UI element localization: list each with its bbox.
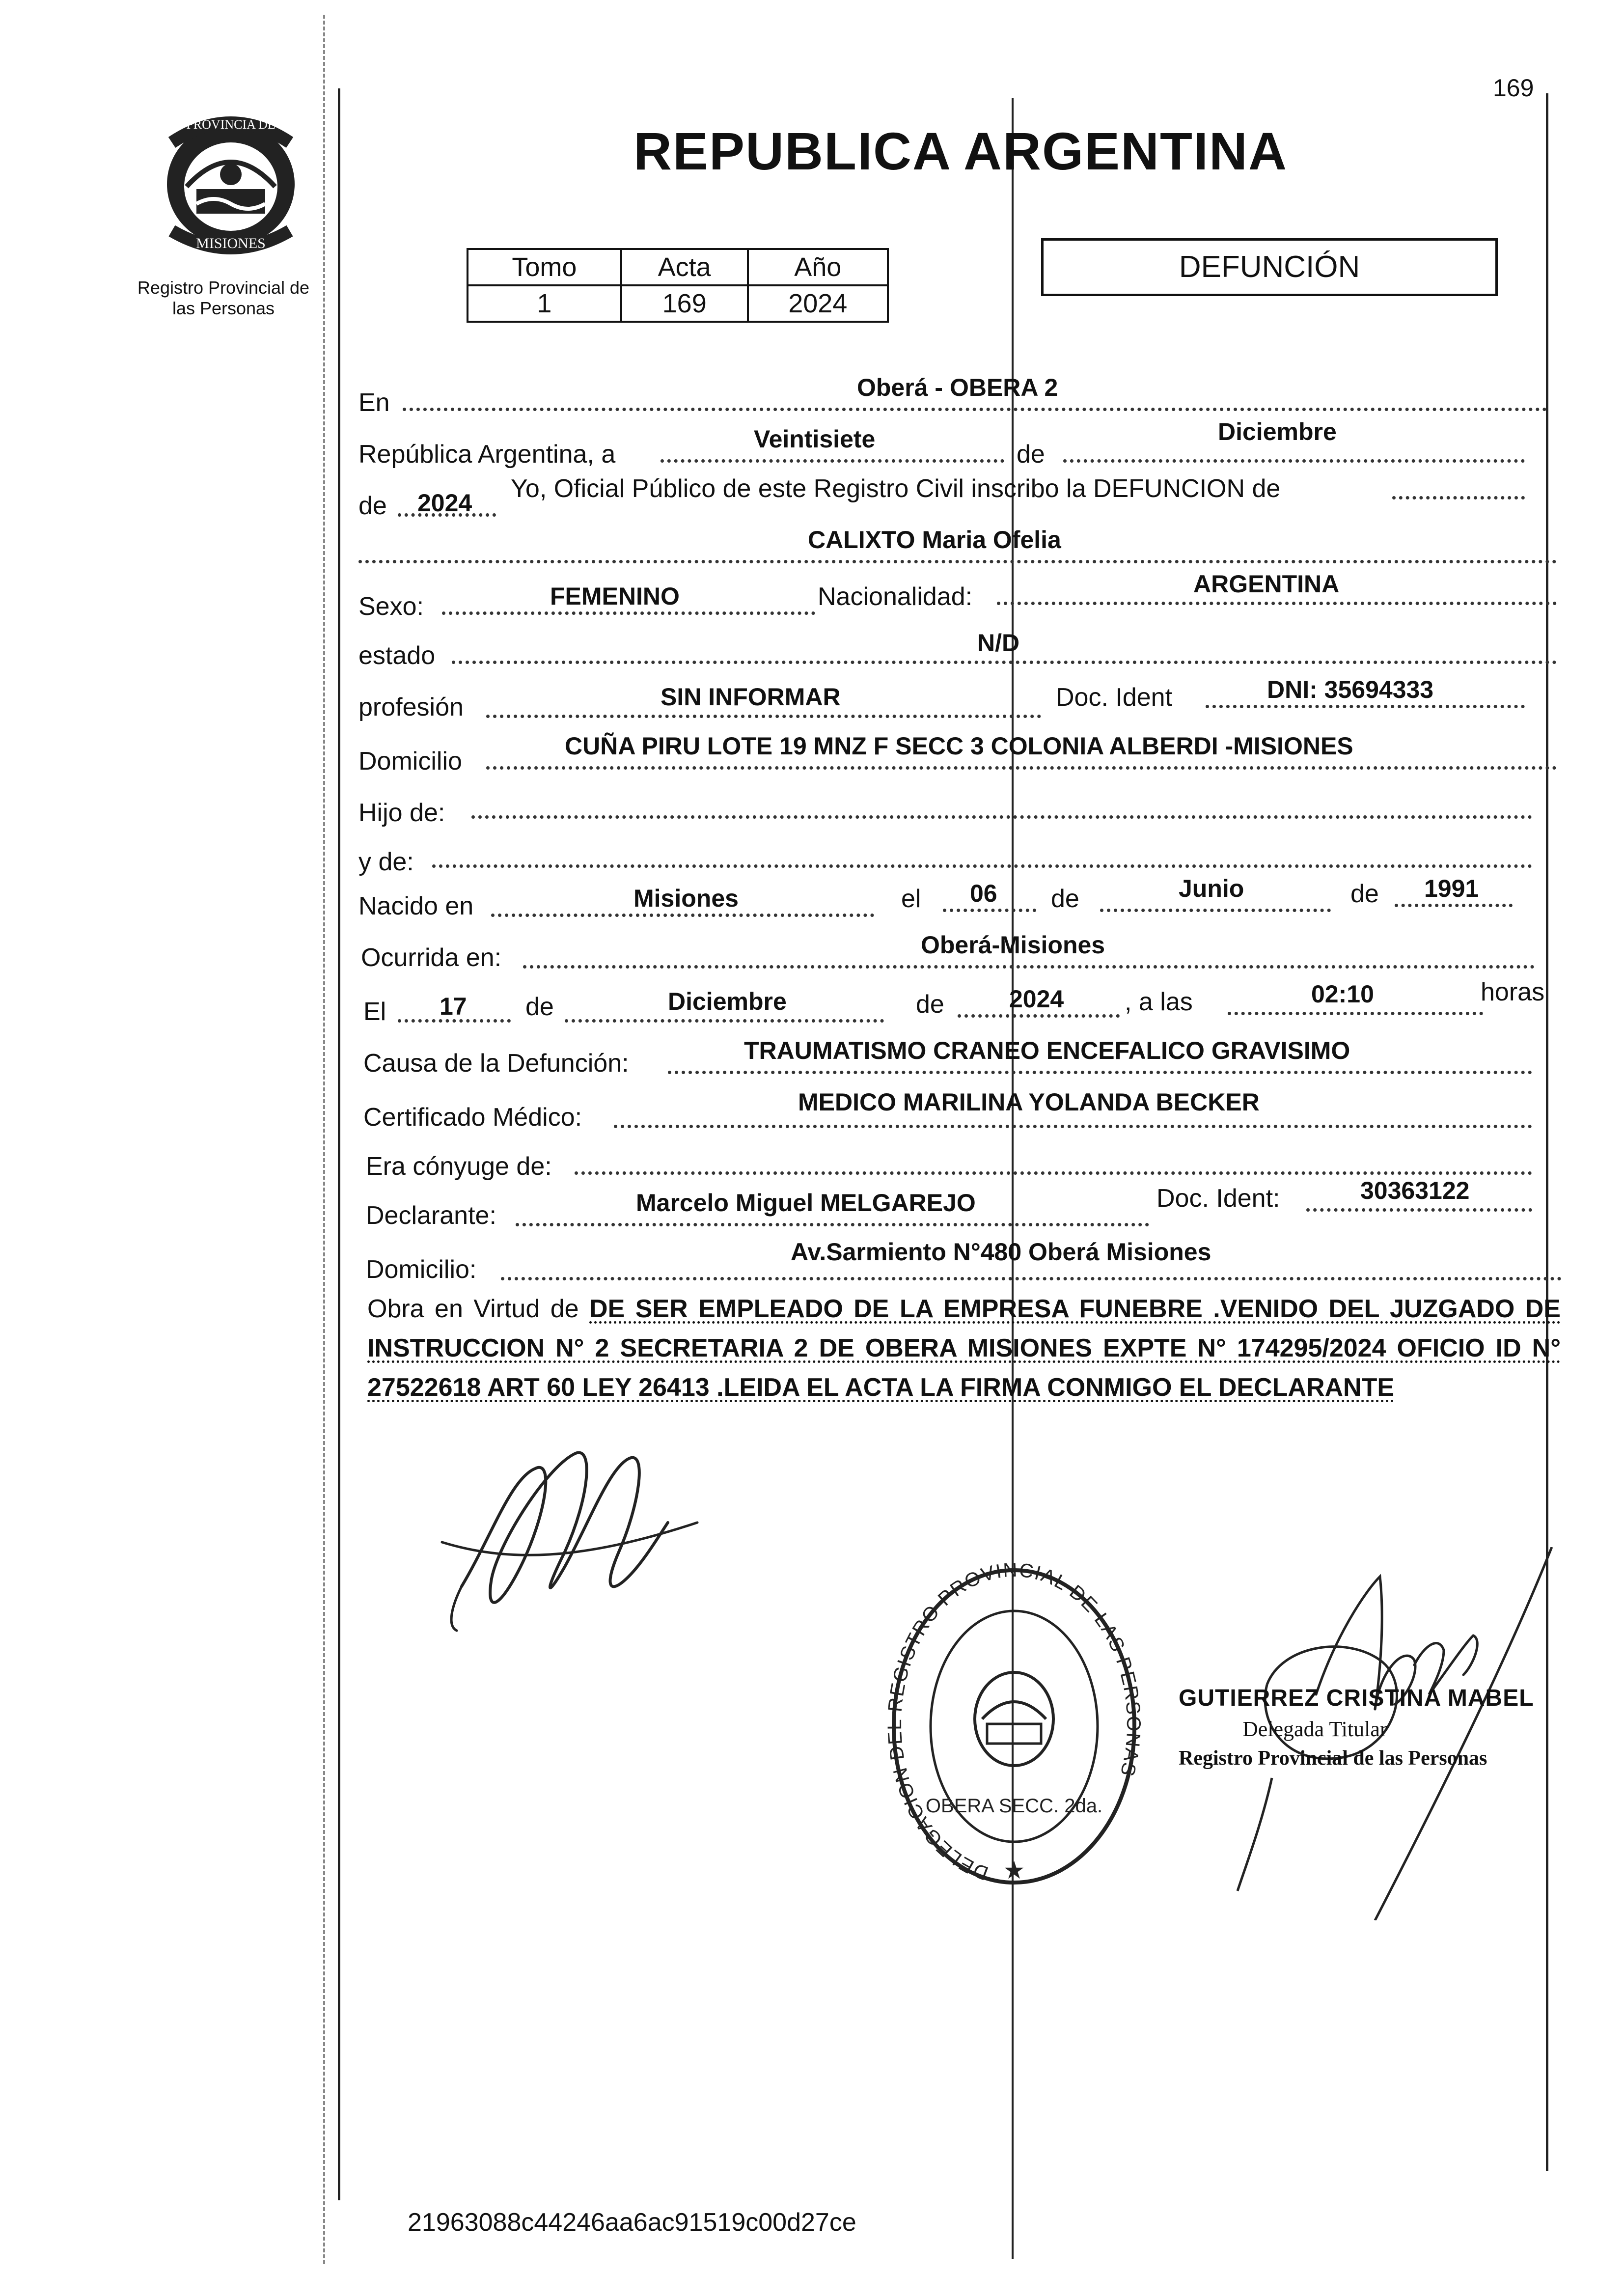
label-a-las: , a las [1125, 988, 1193, 1016]
record-header-tomo: Tomo [468, 249, 621, 285]
left-margin-line [338, 88, 340, 2200]
obra-en-virtud-paragraph [367, 1289, 1561, 1407]
stamp-ring-text: DELEGACION DEL REGISTRO PROVINCIAL DE LAS PERSONAS [884, 1559, 1144, 1885]
label-doc-ident-2: Doc. Ident: [1156, 1184, 1280, 1213]
line-causa [668, 1071, 1532, 1074]
line-doc-ident [1206, 705, 1525, 708]
label-domicilio-2: Domicilio: [366, 1255, 477, 1284]
label-declarante: Declarante: [366, 1201, 496, 1230]
label-en: En [358, 388, 390, 417]
registry-caption [125, 277, 322, 319]
officer-name: GUTIERREZ CRISTINA MABEL [1179, 1685, 1534, 1711]
label-hijo-de: Hijo de: [358, 799, 445, 827]
registry-caption-line2: las Personas [172, 298, 275, 318]
line-conyuge [575, 1171, 1532, 1175]
page-fold-line [1012, 98, 1014, 2259]
field-certificado: MEDICO MARILINA YOLANDA BECKER [798, 1088, 1260, 1116]
label-horas: horas [1481, 978, 1545, 1006]
line-domicilio [486, 766, 1557, 770]
line-nac-dia [943, 909, 1036, 912]
line-nac-anio [1395, 904, 1513, 907]
label-de-def-anio: de [916, 990, 944, 1019]
svg-text:DELEGACION DEL REGISTRO PROVIN [884, 1559, 1144, 1885]
field-hora: 02:10 [1311, 980, 1374, 1008]
field-def-anio: 2024 [1009, 985, 1064, 1013]
field-declarante-doc: 30363122 [1360, 1177, 1470, 1204]
field-dia-letras: Veintisiete [754, 425, 876, 453]
label-sexo: Sexo: [358, 592, 424, 621]
field-def-mes: Diciembre [668, 988, 787, 1015]
field-nacionalidad: ARGENTINA [1193, 570, 1340, 598]
record-table-values [468, 285, 888, 322]
registry-caption-line1: Registro Provincial de [137, 277, 310, 298]
field-nac-mes: Junio [1179, 875, 1244, 902]
label-certificado: Certificado Médico: [363, 1103, 582, 1132]
line-hora [1228, 1012, 1483, 1015]
line-profesion [486, 715, 1041, 718]
field-nac-anio: 1991 [1424, 875, 1479, 902]
document-hash: 21963088c44246aa6ac91519c00d27ce [408, 2208, 856, 2237]
record-value-acta: 169 [621, 285, 748, 322]
doc-type: DEFUNCIÓN [1179, 250, 1360, 284]
field-declarante: Marcelo Miguel MELGAREJO [636, 1189, 976, 1217]
line-declarante [516, 1223, 1149, 1226]
field-mes: Diciembre [1218, 418, 1337, 445]
star-icon: ★ [1003, 1857, 1025, 1884]
line-declarante-doc [1306, 1208, 1532, 1212]
field-nacido-en: Misiones [633, 885, 739, 912]
field-obra-texto: DE SER EMPLEADO DE LA EMPRESA FUNEBRE .VENIDO DEL JUZGADO DE INSTRUCCION N° 2 SECRETARIA 2 DE OBERA MISIONES EXPTE N° 174295/2024 OFICIO ID N° 27522618 ART 60 LEY 26413 .LEIDA EL ACTA LA FIRMA CONMIGO EL DECLARANTE [367, 1295, 1561, 1402]
label-inscribo: Yo, Oficial Público de este Registro Civil inscribo la DEFUNCION de [511, 474, 1281, 503]
officer-role: Delegada Titular [1242, 1717, 1387, 1741]
line-estado [452, 661, 1557, 664]
field-lugar: Oberá - OBERA 2 [857, 374, 1058, 401]
page-number: 169 [1493, 74, 1534, 102]
record-header-anio: Año [748, 249, 888, 285]
label-el: el [901, 885, 921, 913]
page-title: REPUBLICA ARGENTINA [633, 121, 1288, 181]
binding-dashes [323, 15, 325, 2264]
label-domicilio: Domicilio [358, 747, 462, 776]
record-table [467, 248, 889, 323]
label-profesion: profesión [358, 693, 464, 721]
emblem-top-text: PROVINCIA DE [186, 117, 275, 132]
line-y-de [432, 864, 1532, 868]
officer-block [1179, 1685, 1534, 1770]
label-conyuge: Era cónyuge de: [366, 1152, 552, 1181]
line-nombre [358, 560, 1557, 563]
field-sexo: FEMENINO [550, 582, 680, 610]
emblem-bottom-text: MISIONES [196, 235, 266, 251]
label-nacionalidad: Nacionalidad: [818, 582, 973, 611]
field-nac-dia: 06 [970, 880, 997, 907]
line-dia [661, 459, 1004, 463]
record-value-anio: 2024 [748, 285, 888, 322]
doc-type-box [1041, 238, 1498, 296]
label-obra: Obra en Virtud de [367, 1295, 579, 1323]
label-de-1: de [1017, 440, 1045, 469]
line-sexo [442, 611, 815, 615]
field-ocurrida-en: Oberá-Misiones [921, 931, 1105, 959]
field-doc-ident: DNI: 35694333 [1267, 676, 1434, 703]
label-ocurrida-en: Ocurrida en: [361, 943, 502, 972]
field-nombre: CALIXTO Maria Ofelia [808, 526, 1061, 554]
stamp-bottom-text: OBERA SECC. 2da. [925, 1795, 1103, 1817]
label-estado: estado [358, 641, 436, 670]
official-stamp [884, 1557, 1144, 1911]
line-certificado [614, 1125, 1532, 1128]
line-def-mes [565, 1019, 884, 1023]
label-nacido-en: Nacido en [358, 892, 474, 920]
label-de-def-mes: de [525, 993, 554, 1021]
registry-emblem [152, 108, 309, 255]
line-nacido-en [491, 914, 874, 917]
line-nac-mes [1100, 909, 1331, 912]
field-profesion: SIN INFORMAR [661, 683, 841, 711]
officer-org: Registro Provincial de las Personas [1179, 1747, 1487, 1770]
field-estado: N/D [977, 629, 1020, 657]
label-causa: Causa de la Defunción: [363, 1049, 629, 1078]
line-nacionalidad [997, 602, 1557, 605]
line-inscribo-end [1392, 496, 1525, 499]
line-declarante-domicilio [501, 1277, 1562, 1280]
record-value-tomo: 1 [468, 285, 621, 322]
field-declarante-domicilio: Av.Sarmiento N°480 Oberá Misiones [791, 1238, 1211, 1266]
line-hijo-de [471, 815, 1532, 819]
label-de-nac-mes: de [1051, 885, 1079, 913]
declarant-signature [432, 1439, 707, 1645]
label-de-2: de [358, 492, 387, 520]
label-de-nac-anio: de [1350, 880, 1379, 908]
line-mes [1063, 459, 1525, 463]
label-el-def: El [363, 998, 386, 1026]
label-y-de: y de: [358, 848, 414, 876]
field-anio: 2024 [417, 489, 472, 517]
line-def-anio [958, 1014, 1120, 1018]
line-en [403, 408, 1547, 411]
record-table-header [468, 249, 888, 285]
label-republica: República Argentina, a [358, 440, 616, 469]
field-domicilio: CUÑA PIRU LOTE 19 MNZ F SECC 3 COLONIA ALBERDI -MISIONES [565, 732, 1353, 760]
record-header-acta: Acta [621, 249, 748, 285]
label-doc-ident: Doc. Ident [1056, 683, 1173, 712]
line-ocurrida-en [523, 965, 1535, 969]
field-def-dia: 17 [440, 993, 467, 1020]
field-causa: TRAUMATISMO CRANEO ENCEFALICO GRAVISIMO [744, 1037, 1350, 1064]
